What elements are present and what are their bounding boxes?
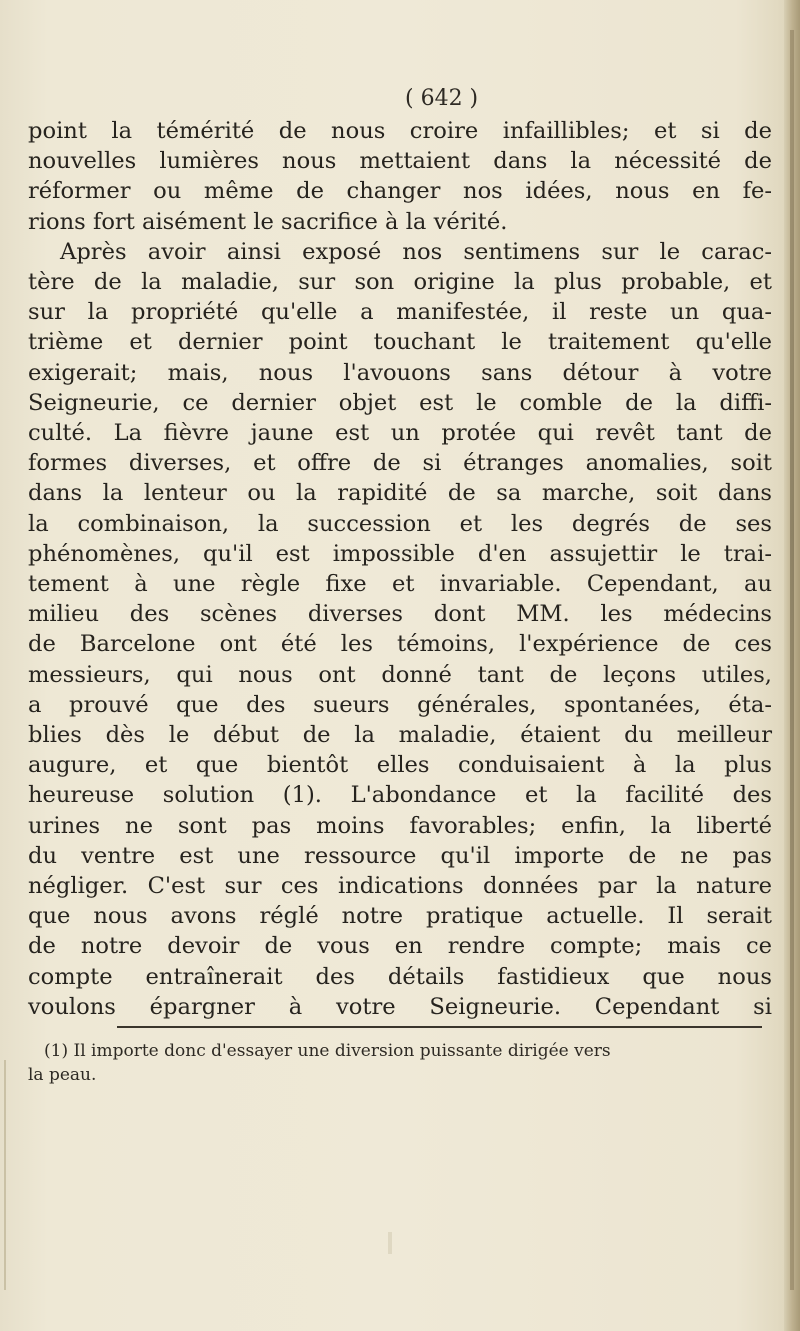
text-line: Après avoir ainsi exposé nos sentimens sur le carac- [60, 238, 772, 265]
text-line: blies dès le début de la maladie, étaient du meilleur [28, 722, 772, 749]
text-line: nouvelles lumières nous mettaient dans la nécessité de [28, 148, 772, 175]
text-line: de notre devoir de vous en rendre compte; mais ce [28, 933, 772, 960]
text-line: exigerait; mais, nous l'avouons sans détour à votre [28, 359, 772, 386]
text-line: phénomènes, qu'il est impossible d'en assujettir le trai- [28, 540, 772, 567]
footnote-line-2: la peau. [28, 1065, 97, 1085]
text-line: de Barcelone ont été les témoins, l'expérience de ces [28, 631, 772, 658]
text-line: la combinaison, la succession et les degrés de ses [28, 510, 772, 537]
text-line: réformer ou même de changer nos idées, nous en fe- [28, 178, 772, 205]
text-line: rions fort aisément le sacrifice à la vérité. [28, 208, 508, 235]
text-line: urines ne sont pas moins favorables; enfin, la liberté [28, 812, 772, 839]
margin-mark [4, 1060, 6, 1290]
text-line: augure, et que bientôt elles conduisaient à la plus [28, 752, 772, 779]
body-text [28, 116, 772, 1022]
text-line: sur la propriété qu'elle a manifestée, il reste un qua- [28, 299, 772, 326]
text-line: heureuse solution (1). L'abondance et la facilité des [28, 782, 772, 809]
footnote-rule [117, 1026, 762, 1028]
text-line: négliger. C'est sur ces indications données par la nature [28, 873, 772, 900]
text-line: compte entraînerait des détails fastidieux que nous [28, 963, 772, 990]
text-line: tement à une règle fixe et invariable. Cependant, au [28, 571, 772, 598]
footnote [28, 1039, 768, 1087]
text-line: trième et dernier point touchant le traitement qu'elle [28, 329, 772, 356]
text-line: tère de la maladie, sur son origine la plus probable, et [28, 269, 772, 296]
text-line: que nous avons réglé notre pratique actuelle. Il serait [28, 903, 772, 930]
text-line: dans la lenteur ou la rapidité de sa marche, soit dans [28, 480, 772, 507]
text-line: a prouvé que des sueurs générales, spontanées, éta- [28, 691, 772, 718]
binding-shadow [790, 30, 794, 1290]
text-line: culté. La fièvre jaune est un protée qui revêt tant de [28, 420, 772, 447]
text-line: messieurs, qui nous ont donné tant de leçons utiles, [28, 661, 772, 688]
footnote-line-1: (1) Il importe donc d'essayer une diversion puissante dirigée vers [44, 1041, 611, 1061]
text-line: formes diverses, et offre de si étranges anomalies, soit [28, 450, 772, 477]
text-line: point la témérité de nous croire infaillibles; et si de [28, 118, 772, 144]
page-number: ( 642 ) [405, 86, 479, 111]
text-line: voulons épargner à votre Seigneurie. Cependant si [28, 993, 772, 1020]
text-line: milieu des scènes diverses dont MM. les médecins [28, 601, 772, 628]
text-line: du ventre est une ressource qu'il importe de ne pas [28, 842, 772, 869]
paper-smudge [388, 1232, 392, 1254]
text-line: Seigneurie, ce dernier objet est le comble de la diffi- [28, 389, 772, 416]
